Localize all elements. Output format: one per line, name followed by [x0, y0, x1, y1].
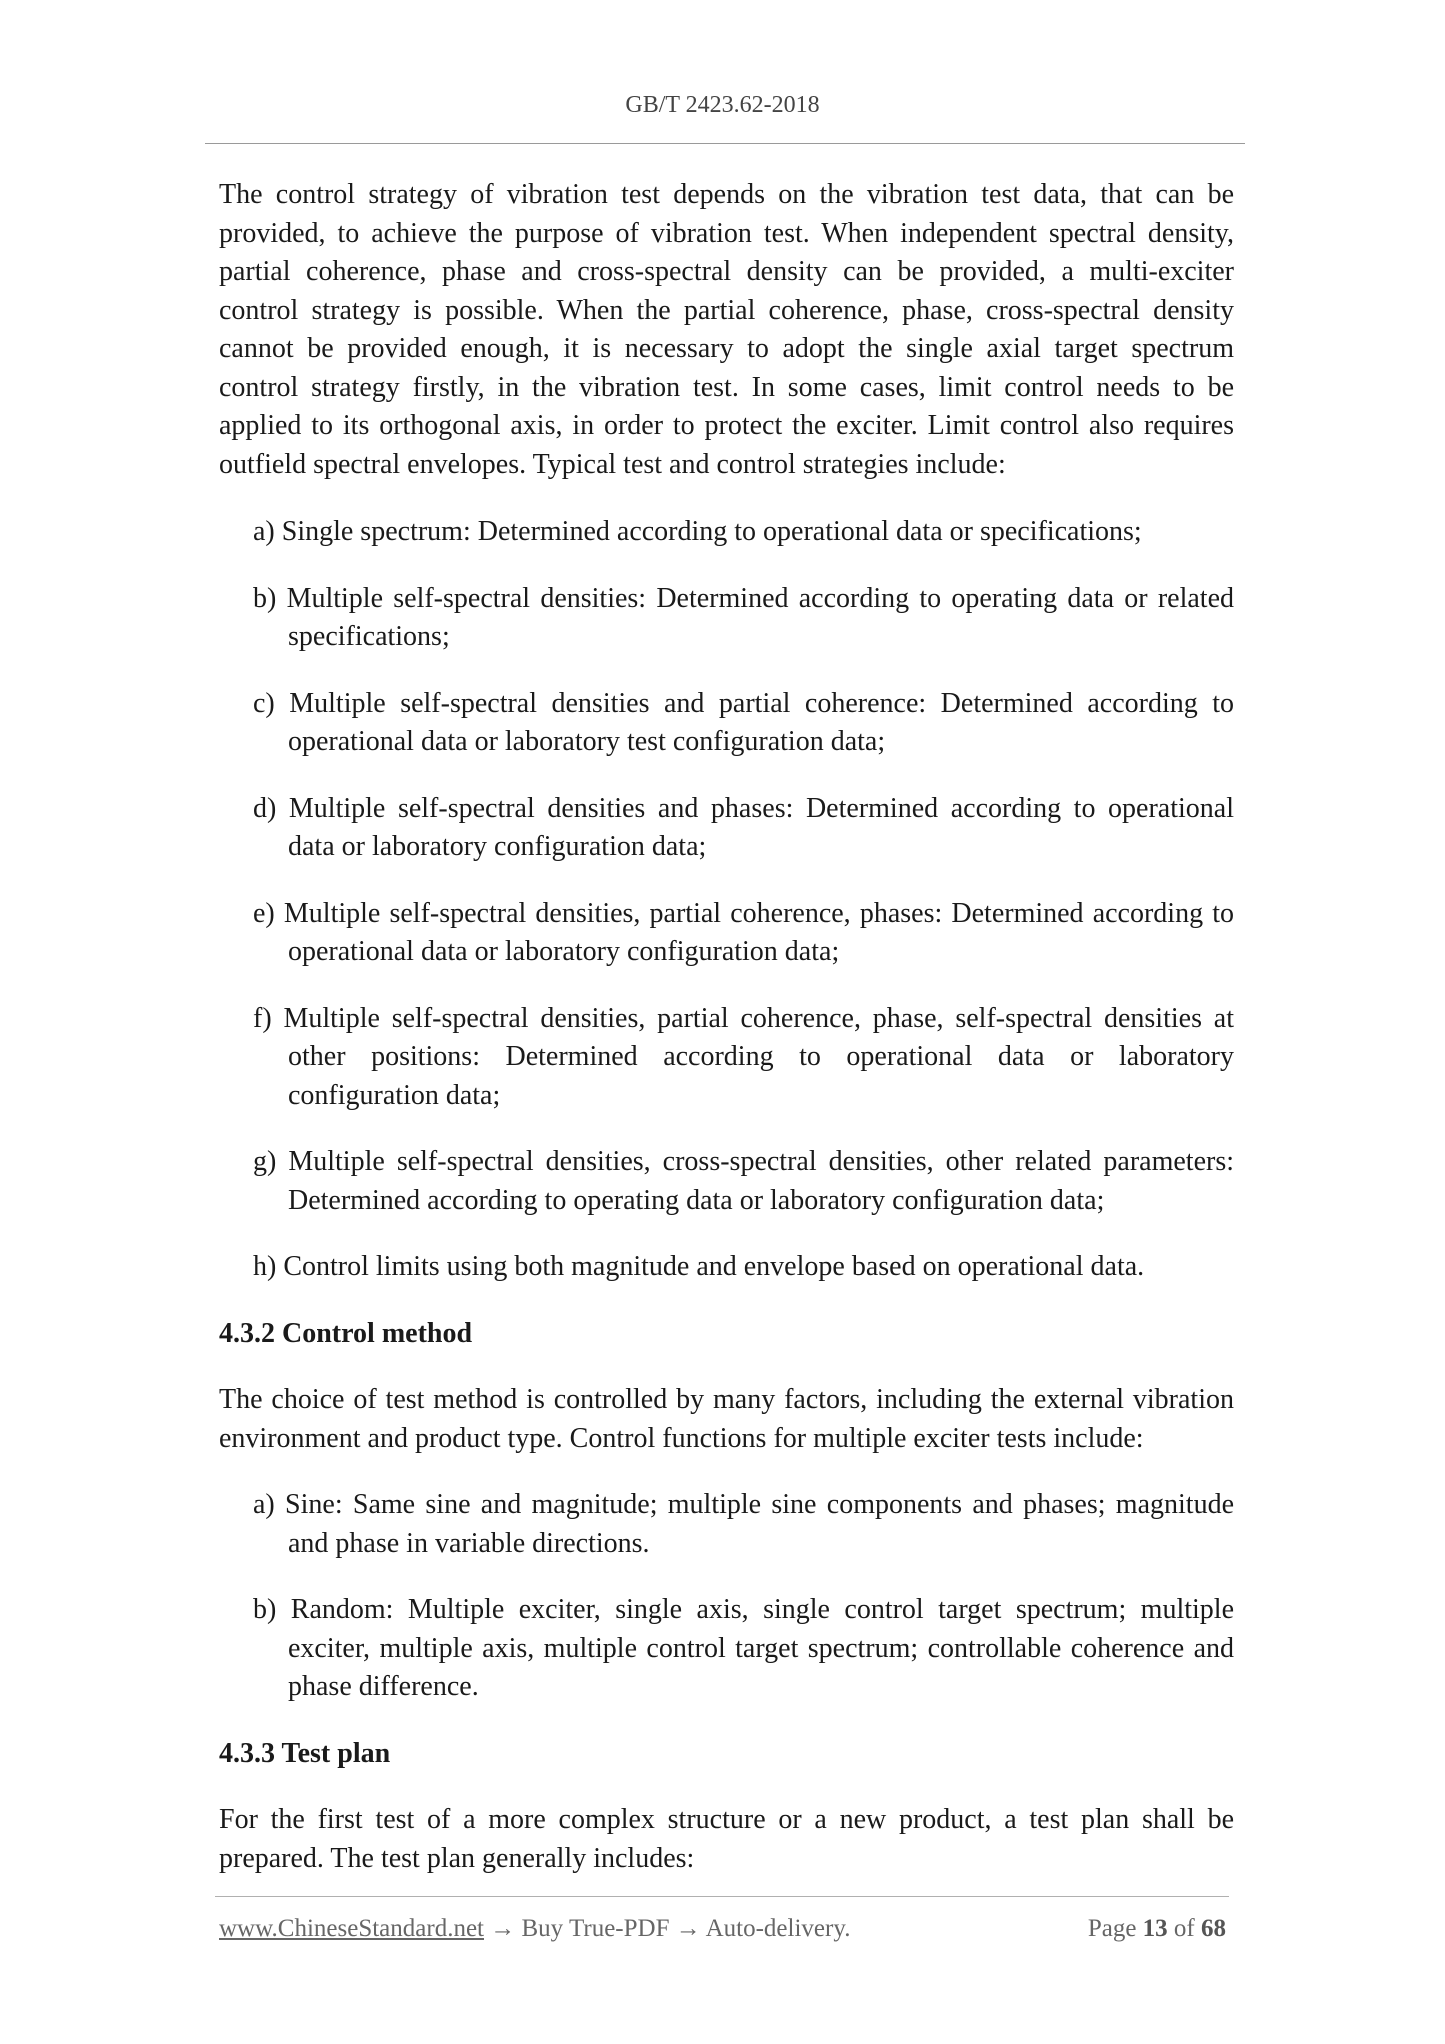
list-item: a) Single spectrum: Determined according to operational data or specifications;: [253, 516, 1142, 547]
list-item: h) Control limits using both magnitude and envelope based on operational data.: [253, 1251, 1145, 1282]
footer-left: [219, 1915, 850, 1943]
header-divider: [205, 143, 1245, 144]
page-indicator: [1088, 1915, 1226, 1943]
list-item: f) Multiple self-spectral densities, partial coherence, phase, self-spectral densities at other positions: Determined according to operational data or laboratory configuration data;: [253, 1002, 1234, 1111]
section-heading-4-3-3: 4.3.3 Test plan: [219, 1737, 391, 1769]
website-link[interactable]: www.ChineseStandard.net: [219, 1915, 484, 1942]
list-item: b) Multiple self-spectral densities: Determined according to operating data or related specifications;: [253, 582, 1234, 652]
standard-number: GB/T 2423.62-2018: [625, 92, 820, 118]
footer-divider: [215, 1896, 1229, 1897]
strategy-list: [219, 513, 1234, 1287]
test-plan-paragraph: For the first test of a more complex structure or a new product, a test plan shall be prepared. The test plan generally includes:: [219, 1804, 1234, 1874]
arrow-right-icon: →: [490, 1915, 516, 1942]
document-body: [219, 176, 1234, 1878]
buy-true-pdf-text: Buy True-PDF: [521, 1915, 670, 1942]
control-method-paragraph: The choice of test method is controlled by many factors, including the external vibration environment and product type. Control functions for multiple exciter tests include:: [219, 1384, 1234, 1454]
page-header: [0, 92, 1445, 119]
of-label: of: [1173, 1915, 1195, 1942]
list-item: a) Sine: Same sine and magnitude; multiple sine components and phases; magnitude and phase in variable directions.: [253, 1489, 1234, 1559]
list-item: b) Random: Multiple exciter, single axis, single control target spectrum; multiple exciter, multiple axis, multiple control target spectrum; controllable coherence and phase difference.: [253, 1594, 1234, 1702]
page-current: 13: [1142, 1915, 1168, 1942]
arrow-right-icon: →: [675, 1915, 701, 1942]
page-label: Page: [1087, 1915, 1137, 1942]
list-item: g) Multiple self-spectral densities, cross-spectral densities, other related parameters: Determined according to operating data or laboratory configuration data;: [253, 1146, 1234, 1216]
list-item: e) Multiple self-spectral densities, partial coherence, phases: Determined according to operational data or laboratory configuration data;: [253, 897, 1234, 967]
list-item: c) Multiple self-spectral densities and partial coherence: Determined according to operational data or laboratory test configuration data;: [253, 687, 1234, 757]
control-function-list: [219, 1486, 1234, 1707]
page-total: 68: [1201, 1915, 1226, 1942]
auto-delivery-text: Auto-delivery.: [705, 1915, 851, 1942]
intro-paragraph: The control strategy of vibration test depends on the vibration test data, that can be provided, to achieve the purpose of vibration test. When independent spectral density, partial coherence, phase and cross-spectral density can be provided, a multi-exciter control strategy is possible. When the partial coherence, phase, cross-spectral density cannot be provided enough, it is necessary to adopt the single axial target spectrum control strategy firstly, in the vibration test. In some cases, limit control needs to be applied to its orthogonal axis, in order to protect the exciter. Limit control also requires outfield spectral envelopes. Typical test and control strategies include:: [219, 179, 1234, 480]
list-item: d) Multiple self-spectral densities and phases: Determined according to operational data or laboratory configuration data;: [253, 792, 1234, 862]
section-heading-4-3-2: 4.3.2 Control method: [219, 1317, 473, 1349]
